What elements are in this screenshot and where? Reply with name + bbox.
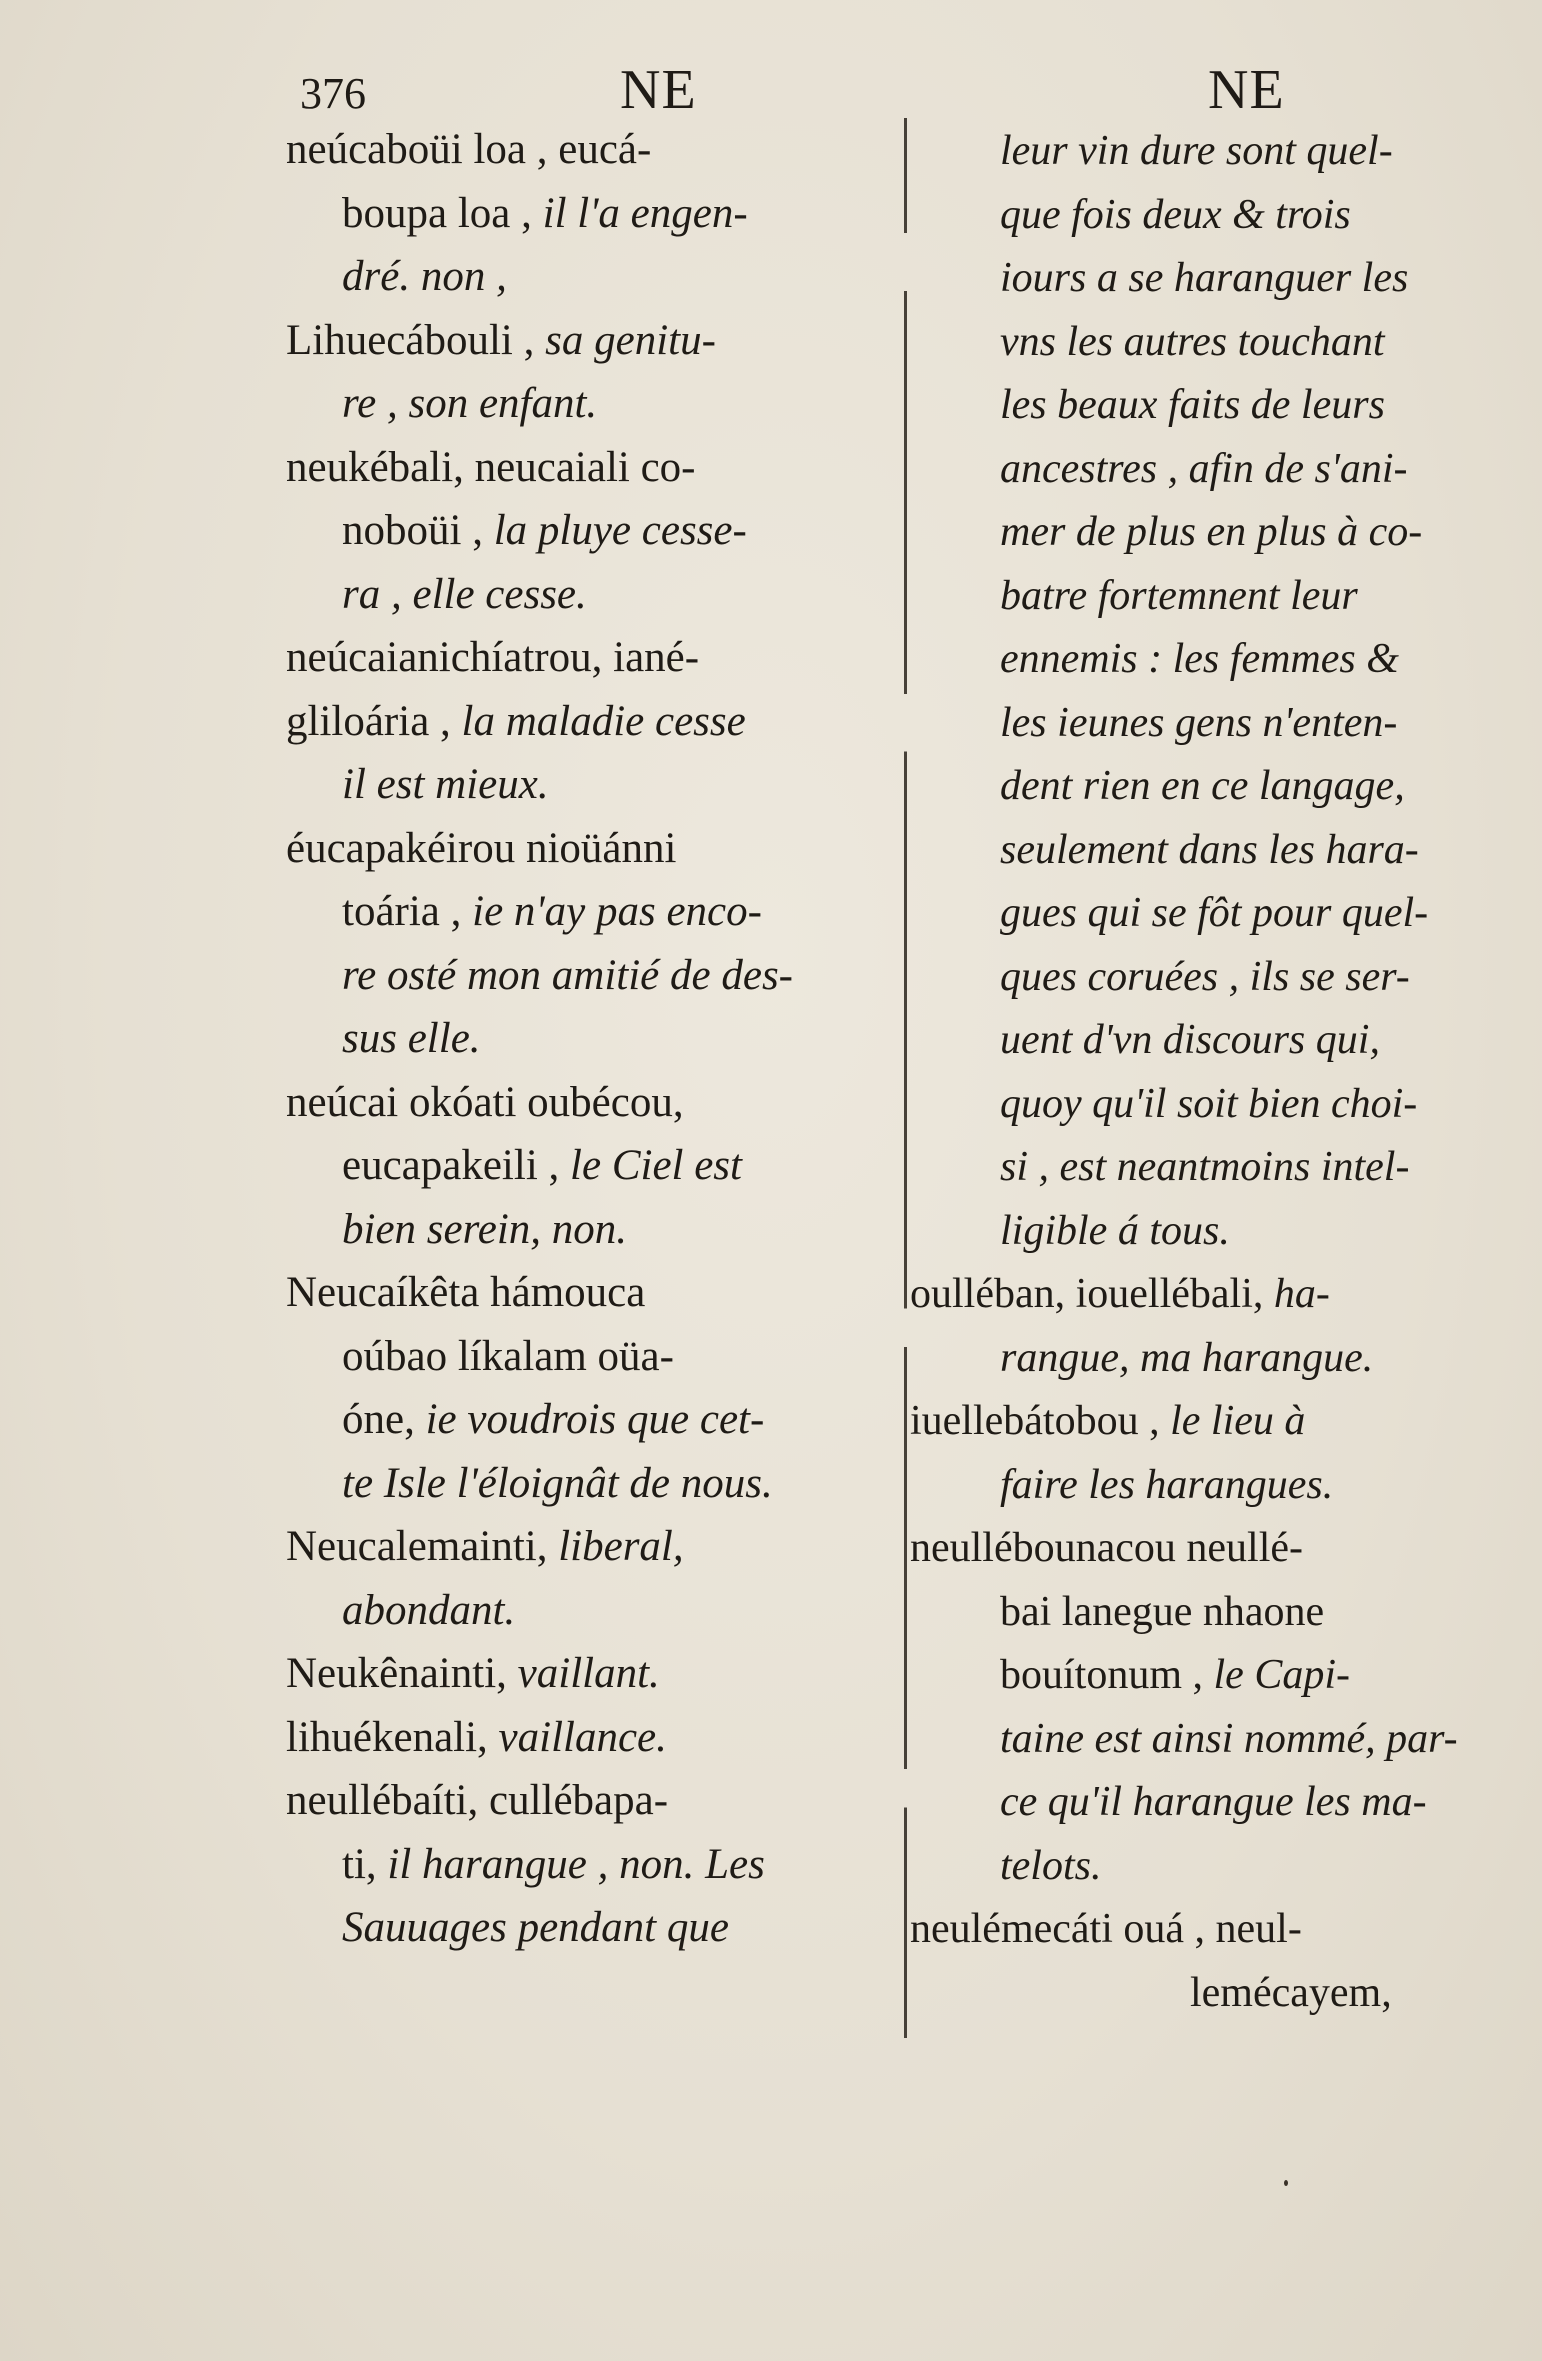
- text-run: quoy qu'il soit bien choi-: [1000, 1080, 1418, 1127]
- text-run: oulléban, iouellébali,: [910, 1271, 1274, 1317]
- text-line: [286, 436, 886, 500]
- text-line: [910, 499, 1510, 563]
- text-line: [910, 1769, 1510, 1833]
- text-run: eucapakeili ,: [342, 1142, 571, 1189]
- text-run: bouítonum ,: [1000, 1652, 1214, 1698]
- text-run: toária ,: [342, 888, 473, 935]
- text-line: [286, 1388, 886, 1452]
- text-run: neullébounacou neullé-: [910, 1525, 1304, 1571]
- text-run: il harangue , non. Les: [387, 1840, 765, 1888]
- text-line: [286, 880, 886, 944]
- text-run: bien serein, non.: [342, 1205, 628, 1253]
- text-run: dent rien en ce langage,: [1000, 763, 1405, 809]
- text-run: gliloária ,: [286, 697, 462, 745]
- text-run: gues qui se fôt pour quel-: [1000, 890, 1429, 936]
- text-run: neulémecáti ouá , neul-: [910, 1906, 1302, 1952]
- text-line: [286, 626, 886, 690]
- text-line: [286, 817, 886, 881]
- text-run: mer de plus en plus à co-: [1000, 509, 1423, 555]
- text-line: [910, 1706, 1510, 1770]
- text-line: [910, 817, 1510, 881]
- text-line: [286, 245, 886, 309]
- text-run: ha-: [1273, 1271, 1330, 1317]
- text-line: [286, 690, 886, 754]
- text-line: [286, 1833, 886, 1897]
- text-run: il est mieux.: [342, 761, 549, 808]
- text-line: [910, 1325, 1510, 1389]
- text-line: [286, 1579, 886, 1643]
- text-line: [910, 1198, 1510, 1262]
- text-line: [286, 1007, 886, 1071]
- text-line: [286, 563, 886, 627]
- text-run: éucapakéirou nioüánni: [286, 824, 677, 872]
- text-line: [910, 1261, 1510, 1325]
- text-run: vns les autres touchant: [1000, 318, 1385, 365]
- left-running-head: NE: [620, 59, 697, 121]
- text-run: bai lanegue nhaone: [1000, 1588, 1325, 1635]
- text-run: vaillant.: [517, 1650, 660, 1697]
- text-run: lemécayem,: [1190, 1969, 1392, 2016]
- text-line: [910, 1007, 1510, 1071]
- text-run: ti,: [342, 1840, 388, 1888]
- text-run: ce qu'il harangue les ma-: [1000, 1779, 1427, 1825]
- text-run: seulement dans les hara-: [1000, 826, 1419, 873]
- text-line: [910, 372, 1510, 436]
- text-run: Neucalemainti,: [286, 1523, 559, 1570]
- text-run: oúbao líkalam oüa-: [342, 1332, 674, 1380]
- text-line: [910, 880, 1510, 944]
- text-line: [286, 1452, 886, 1516]
- page-number: 376: [300, 69, 366, 118]
- text-line: [286, 309, 886, 373]
- text-line: [286, 1325, 886, 1389]
- text-run: Sauuages pendant que: [342, 1904, 729, 1951]
- text-run: boupa loa ,: [342, 189, 543, 237]
- text-run: re , son enfant.: [342, 380, 598, 427]
- text-line: [910, 118, 1510, 182]
- text-run: ie voudrois que cet-: [425, 1396, 765, 1443]
- column-divider: [904, 118, 907, 2038]
- text-run: uent d'vn discours qui,: [1000, 1017, 1380, 1063]
- text-run: neullébaíti, cullébapa-: [286, 1777, 669, 1824]
- text-line: [910, 753, 1510, 817]
- text-run: iuellebátobou ,: [910, 1398, 1171, 1444]
- text-line: [910, 1134, 1510, 1198]
- text-run: Neukênainti,: [286, 1650, 518, 1697]
- text-run: re osté mon amitié de des-: [342, 951, 793, 999]
- text-run: te Isle l'éloignât de nous.: [342, 1459, 773, 1507]
- text-run: liberal,: [558, 1523, 684, 1570]
- text-run: faire les harangues.: [1000, 1461, 1334, 1508]
- right-column: [910, 118, 1510, 2023]
- text-line: [910, 1642, 1510, 1706]
- text-run: vaillance.: [498, 1713, 667, 1761]
- text-run: le Ciel est: [570, 1142, 742, 1189]
- text-run: sa genitu-: [545, 316, 716, 364]
- text-line: [910, 1960, 1510, 2024]
- text-run: neúcaianichíatrou, iané-: [286, 634, 700, 681]
- text-line: [286, 1134, 886, 1198]
- text-line: [910, 436, 1510, 500]
- text-run: lihuékenali,: [286, 1713, 499, 1761]
- text-run: ie n'ay pas enco-: [472, 888, 762, 935]
- text-run: il l'a engen-: [542, 189, 748, 237]
- text-line: [286, 1515, 886, 1579]
- text-run: le Capi-: [1213, 1652, 1350, 1698]
- text-line: [910, 245, 1510, 309]
- text-line: [910, 1833, 1510, 1897]
- text-line: [910, 563, 1510, 627]
- text-run: les beaux faits de leurs: [1000, 382, 1385, 428]
- text-run: batre fortemnent leur: [1000, 572, 1358, 619]
- text-line: [910, 1579, 1510, 1643]
- text-run: noboüi ,: [342, 507, 494, 554]
- running-head: [0, 58, 1542, 121]
- text-line: [286, 1769, 886, 1833]
- text-line: [286, 1896, 886, 1960]
- text-line: [286, 753, 886, 817]
- text-run: Neucaíkêta hámouca: [286, 1269, 646, 1316]
- text-run: iours a se haranguer les: [1000, 255, 1409, 301]
- text-line: [910, 182, 1510, 246]
- text-line: [286, 944, 886, 1008]
- text-run: ancestres , afin de s'ani-: [1000, 445, 1408, 492]
- text-run: ligible á tous.: [1000, 1207, 1230, 1254]
- text-run: rangue, ma harangue.: [1000, 1334, 1374, 1381]
- text-run: óne,: [342, 1396, 426, 1443]
- text-line: [910, 690, 1510, 754]
- right-running-head: NE: [1208, 59, 1285, 121]
- text-run: neúcai okóati oubécou,: [286, 1078, 684, 1126]
- text-run: Lihuecábouli ,: [286, 316, 546, 364]
- text-run: ques coruées , ils se ser-: [1000, 953, 1410, 1000]
- text-run: le lieu à: [1170, 1398, 1306, 1444]
- text-run: neukébali, neucaiali co-: [286, 443, 696, 491]
- text-run: que fois deux & trois: [1000, 191, 1351, 238]
- text-line: [910, 1896, 1510, 1960]
- text-run: la maladie cesse: [461, 697, 746, 745]
- text-run: ra , elle cesse.: [342, 570, 587, 618]
- text-line: [286, 499, 886, 563]
- text-run: neúcaboüi loa , eucá-: [286, 126, 652, 173]
- text-run: les ieunes gens n'enten-: [1000, 699, 1398, 746]
- text-run: telots.: [1000, 1842, 1102, 1889]
- text-run: sus elle.: [342, 1015, 481, 1062]
- text-line: [286, 1198, 886, 1262]
- text-line: [286, 1071, 886, 1135]
- text-line: [286, 1642, 886, 1706]
- text-line: [286, 1706, 886, 1770]
- text-run: leur vin dure sont quel-: [1000, 128, 1393, 174]
- text-line: [910, 309, 1510, 373]
- text-run: la pluye cesse-: [493, 507, 747, 554]
- text-line: [910, 944, 1510, 1008]
- text-run: taine est ainsi nommé, par-: [1000, 1715, 1458, 1762]
- text-run: si , est neantmoins intel-: [1000, 1144, 1410, 1190]
- text-run: ennemis : les femmes &: [1000, 636, 1399, 682]
- text-line: [286, 182, 886, 246]
- text-line: [286, 372, 886, 436]
- text-run: abondant.: [342, 1586, 516, 1634]
- text-line: [910, 1452, 1510, 1516]
- text-line: [910, 1515, 1510, 1579]
- text-line: [910, 1388, 1510, 1452]
- text-line: [910, 626, 1510, 690]
- text-line: [910, 1071, 1510, 1135]
- ink-speck: [1284, 2180, 1288, 2186]
- text-line: [286, 118, 886, 182]
- text-line: [286, 1261, 886, 1325]
- text-run: dré. non ,: [342, 253, 507, 300]
- left-column: [286, 118, 886, 1960]
